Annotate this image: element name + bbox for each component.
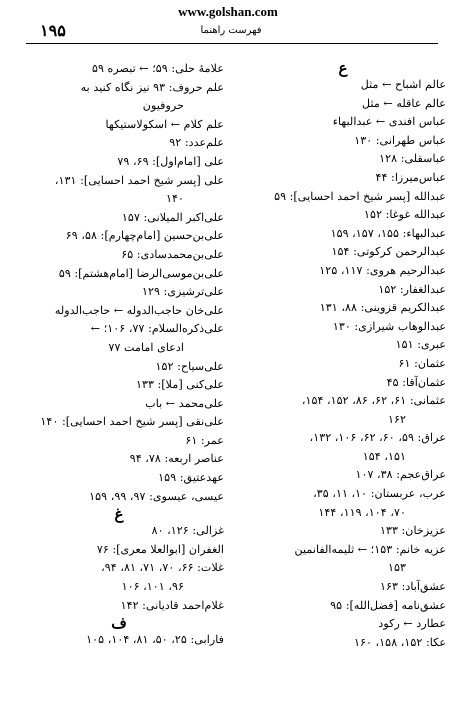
index-entry-continuation: ۱۶۲	[387, 412, 406, 426]
index-entry: غلام‌احمد قادیانی: ۱۴۲	[120, 598, 224, 612]
index-entry-continuation: ادعای امامت ۷۷	[108, 340, 184, 354]
index-entry: عیسی، عیسوی: ۹۷، ۹۹، ۱۵۹	[89, 489, 224, 503]
index-entry: عبدالله [پسر شیخ احمد احسایی]: ۵۹	[274, 189, 446, 203]
index-entry: علی‌اکبر المیلانی: ۱۵۷	[121, 210, 224, 224]
index-entry: علی‌بن‌موسی‌الرضا [امام‌هشتم]: ۵۹	[58, 266, 224, 280]
index-entry: علی‌نقی [پسر شیخ احمد احسایی]: ۱۴۰	[40, 415, 224, 429]
index-entry: عزیه خانم: ۱۵۳؛ ← ثلیمه‌الفانمین	[294, 542, 446, 556]
index-entry: عبدالرحمن کرکوتی: ۱۵۴	[331, 245, 446, 259]
index-entry: عهدعتیق: ۱۵۹	[158, 471, 224, 485]
index-entry: عمر: ۶۱	[185, 433, 224, 447]
index-entry-continuation: ۱۵۱، ۱۵۴	[362, 449, 406, 463]
index-entry: عشق‌نامه [فضل‌الله]: ۹۵	[330, 598, 446, 612]
index-entry: علی‌ترشیزی: ۱۲۹	[141, 285, 224, 299]
index-entry: غزالی: ۱۲۶، ۸۰	[151, 524, 224, 538]
index-entry: عراق: ۵۹، ۶۰، ۶۲، ۱۰۶، ۱۳۲،	[309, 431, 446, 445]
index-column-left	[14, 60, 224, 650]
index-entry: عکا: ۱۵۲، ۱۵۸، ۱۶۰	[353, 635, 446, 649]
index-entry: علی‌محمد ← باب	[145, 396, 224, 410]
index-entry: عباسقلی: ۱۲۸	[379, 152, 446, 166]
index-entry: علامهٔ حلی: ۵۹؛ ← تبصره ۵۹	[91, 62, 224, 75]
header-rule	[26, 43, 438, 44]
index-entry: علی‌بن‌محمدسادی: ۶۵	[121, 247, 224, 261]
page-number: ۱۹۵	[40, 21, 66, 40]
section-letter: غ	[114, 505, 124, 524]
index-entry: عرب، عربستان: ۱۰، ۱۱، ۳۵،	[313, 487, 446, 501]
index-entry: علم کلام ← اسکولاستیکها	[105, 117, 224, 131]
index-entry: عطارد ← رکود	[378, 617, 446, 631]
index-entry: علی‌ذکره‌السلام: ۷۷، ۱۰۶؛ ←	[90, 322, 224, 336]
index-entry: فارابی: ۲۵، ۵۰، ۸۱، ۱۰۴، ۱۰۵	[86, 633, 224, 647]
running-title: فهرست راهنما	[200, 25, 262, 36]
index-entry: عبدالرحیم هروی: ۱۱۷، ۱۲۵	[319, 263, 446, 277]
site-url: www.golshan.com	[178, 4, 278, 19]
index-entry: علی‌سیاح: ۱۵۲	[155, 359, 224, 373]
index-entry: غلات: ۶۶، ۷۰، ۷۱، ۸۱، ۹۴،	[101, 561, 224, 575]
index-entry-continuation: حروفیون	[142, 99, 184, 113]
index-entry: علی‌کنی [ملا]: ۱۳۳	[135, 378, 224, 392]
index-entry: عراق‌عجم: ۳۸، ۱۰۷	[355, 468, 446, 482]
section-letter: ع	[338, 59, 348, 77]
index-entry: عبدالله غوغا: ۱۵۲	[364, 208, 446, 222]
index-entry: عزیزخان: ۱۳۳	[379, 524, 446, 538]
index-entry: عبدالکریم قزوینی: ۸۸، ۱۳۱	[319, 301, 446, 315]
index-entry: عبدالغفار: ۱۵۲	[378, 282, 446, 296]
index-entry: عناصر اربعه: ۷۸، ۹۴	[129, 452, 224, 466]
index-entry: عباس‌میرزا: ۴۴	[375, 170, 446, 184]
index-column-right	[240, 60, 446, 652]
index-entry: الغفران [ابوالعلا معری]: ۷۶	[96, 542, 224, 556]
index-entry: عثمانی: ۶۱، ۶۲، ۸۶، ۱۵۲، ۱۵۴،	[301, 394, 446, 408]
index-entry: علی [پسر شیخ احمد احسایی]: ۱۳۱،	[54, 173, 224, 187]
index-entry-continuation: ۹۶، ۱۰۱، ۱۰۶	[121, 580, 184, 594]
index-entry: عبری: ۱۵۱	[395, 338, 446, 352]
section-letter: ف	[111, 614, 127, 633]
index-entry: عباس افندی ← عبدالبهاء	[332, 115, 446, 129]
index-entry-continuation: ۷۰، ۱۰۴، ۱۱۹، ۱۴۴	[318, 505, 406, 519]
index-entry: علی‌خان حاجب‌الدوله ← حاجب‌الدوله	[54, 303, 224, 317]
index-entry: عشق‌آباد: ۱۶۳	[380, 580, 446, 594]
index-entry: عبدالبهاء: ۱۵۵، ۱۵۷، ۱۵۹	[330, 226, 446, 240]
index-entry: عثمان‌آقا: ۴۵	[386, 375, 446, 389]
index-entry: علم حروف: ۹۳ نیز نگاه کنید به	[80, 80, 224, 94]
index-entry: عثمان: ۶۱	[398, 356, 446, 370]
index-entry: علم‌عدد: ۹۲	[169, 136, 224, 150]
index-entry: علی‌بن‌حسین [امام‌چهارم]: ۵۸، ۶۹	[65, 229, 224, 243]
index-entry: عباس طهرانی: ۱۳۰	[354, 133, 446, 147]
index-entry-continuation: ۱۴۰	[165, 192, 184, 206]
index-entry-continuation: ۱۵۳	[387, 561, 406, 575]
index-entry: عالم اشباح ← مثل	[360, 78, 446, 91]
index-entry: عالم عاقله ← مثل	[362, 96, 446, 110]
index-entry: عبدالوهاب شیرازی: ۱۳۰	[332, 319, 446, 333]
index-entry: علی [امام‌اول]: ۶۹، ۷۹	[117, 154, 224, 168]
